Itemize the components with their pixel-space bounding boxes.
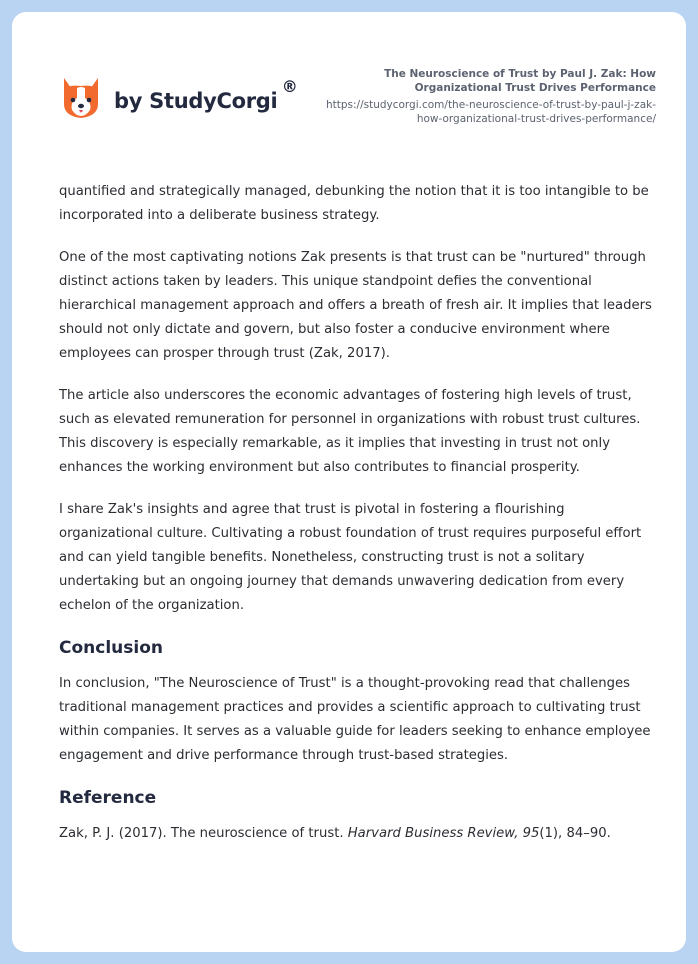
paragraph: quantified and strategically managed, debunking the notion that it is too intangible to be incorporated into a deliberate business strategy. bbox=[59, 184, 649, 223]
document-body bbox=[59, 180, 659, 864]
document-page bbox=[12, 12, 686, 952]
brand-name: by StudyCorgi ® bbox=[114, 77, 298, 113]
paragraph: I share Zak's insights and agree that trust is pivotal in fostering a flourishing organizational culture. Cultivating a robust foundation of trust requires purposeful effort and can yield tangible benefits. Nonetheless, constructing trust is not a solitary undertaking but an ongoing journey that demands unwavering dedication from every echelon of the organization. bbox=[59, 502, 642, 613]
reference-suffix: (1), 84–90. bbox=[539, 826, 611, 841]
corgi-logo-icon bbox=[60, 76, 102, 120]
conclusion-paragraph: In conclusion, "The Neuroscience of Trust" is a thought-provoking read that challenges traditional management practices and provides a scientific approach to cultivating trust within companies. It serves as a valuable guide for leaders seeking to enhance employee engagement and drive performance through trust-based strategies. bbox=[59, 676, 651, 763]
reference-journal: Harvard Business Review, 95 bbox=[347, 826, 540, 841]
studycorgi-logo[interactable] bbox=[60, 76, 298, 120]
registered-mark: ® bbox=[281, 77, 298, 96]
document-url[interactable]: https://studycorgi.com/the-neuroscience-of-trust-by-paul-j-zak-how-organizational-trust-drives-performance/ bbox=[325, 99, 656, 125]
document-title: The Neuroscience of Trust by Paul J. Zak: How Organizational Trust Drives Performance bbox=[384, 68, 656, 94]
paragraph: The article also underscores the economic advantages of fostering high levels of trust, such as elevated remuneration for personnel in organizations with robust trust cultures. This discovery is especially remarkable, as it implies that investing in trust not only enhances the working environment but also contributes to financial prosperity. bbox=[59, 388, 641, 475]
paragraph: One of the most captivating notions Zak presents is that trust can be "nurtured" through distinct actions taken by leaders. This unique standpoint defies the conventional hierarchical management approach and offers a breath of fresh air. It implies that leaders should not only dictate and govern, but also foster a conducive environment where employees can prosper through trust (Zak, 2017). bbox=[59, 250, 652, 361]
document-meta bbox=[316, 67, 656, 126]
reference-heading: Reference bbox=[59, 788, 157, 808]
page-header bbox=[12, 12, 686, 152]
reference-prefix: Zak, P. J. (2017). The neuroscience of trust. bbox=[59, 826, 348, 841]
conclusion-heading: Conclusion bbox=[59, 638, 163, 658]
reference-entry bbox=[59, 822, 659, 846]
